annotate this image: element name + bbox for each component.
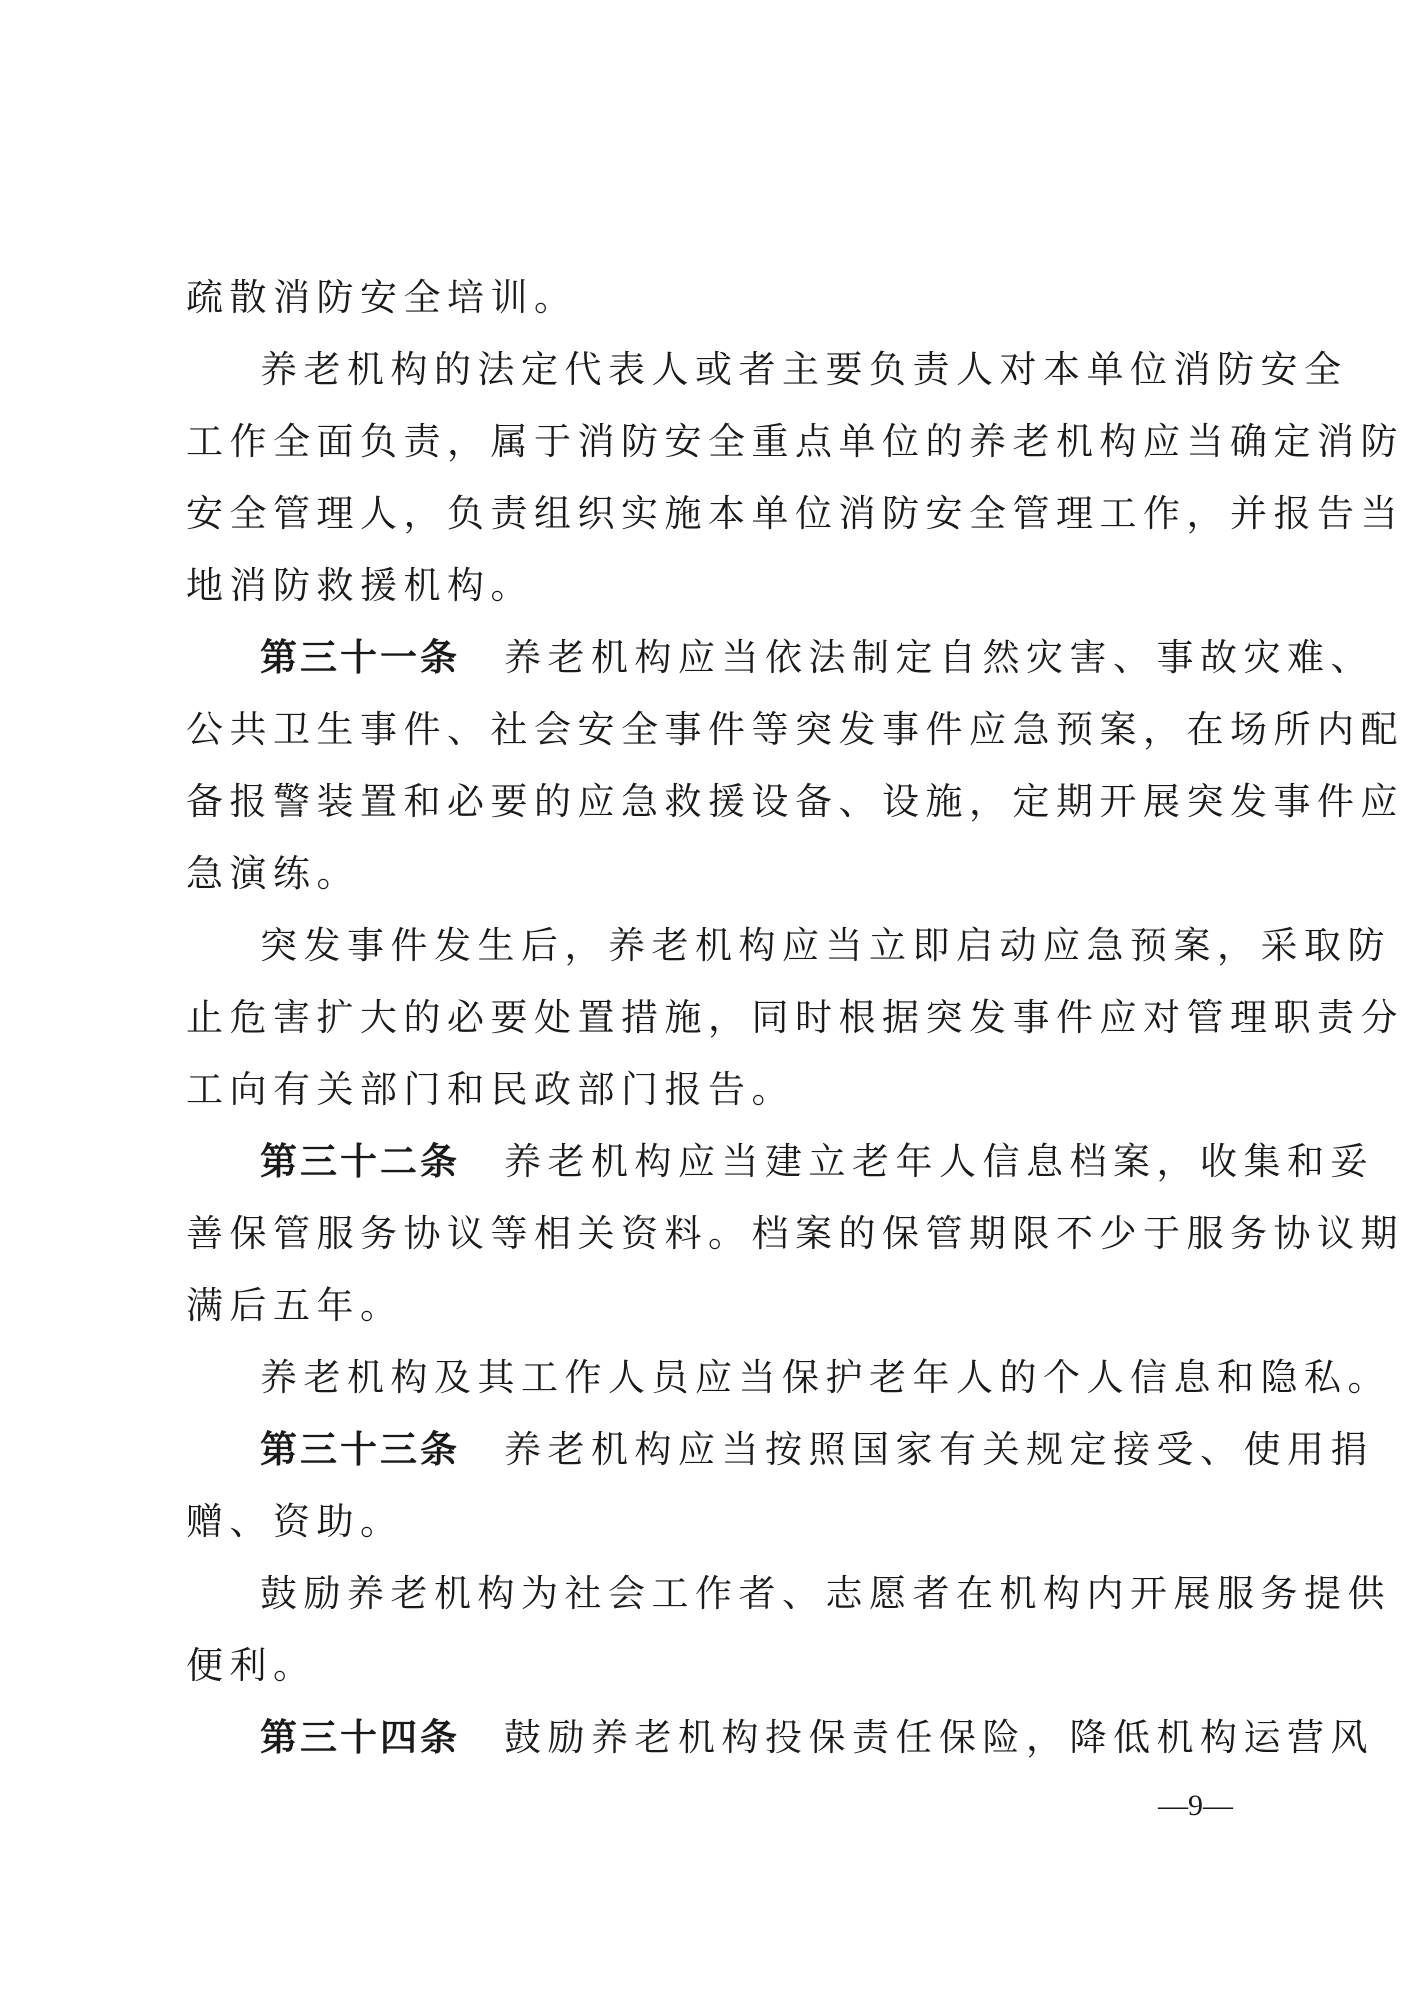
paragraph-line: 安全管理人，负责组织实施本单位消防安全管理工作，并报告当 [186,492,1404,535]
paragraph-line: 赠、资助。 [186,1500,404,1543]
article-label-32: 第三十二条 [260,1140,460,1183]
article-31-text: 养老机构应当依法制定自然灾害、事故灾难、 [504,636,1374,679]
document-body [186,262,1404,1774]
paragraph-line: 备报警装置和必要的应急救援设备、设施，定期开展突发事件应 [186,780,1404,823]
article-33-first-line [186,1414,1374,1486]
paragraph-line: 善保管服务协议等相关资料。档案的保管期限不少于服务协议期 [186,1212,1404,1255]
article-label-31: 第三十一条 [260,636,460,679]
article-34-text: 鼓励养老机构投保责任保险，降低机构运营风 [504,1716,1374,1759]
article-32-text: 养老机构应当建立老年人信息档案，收集和妥 [504,1140,1374,1183]
paragraph-line: 鼓励养老机构为社会工作者、志愿者在机构内开展服务提供 [260,1572,1391,1615]
paragraph-line: 突发事件发生后，养老机构应当立即启动应急预案，采取防 [260,924,1391,967]
article-label-33: 第三十三条 [260,1428,460,1471]
article-33-text: 养老机构应当按照国家有关规定接受、使用捐 [504,1428,1374,1471]
article-34-first-line [186,1702,1374,1774]
article-32-first-line [186,1126,1374,1198]
paragraph-line: 止危害扩大的必要处置措施，同时根据突发事件应对管理职责分 [186,996,1404,1039]
paragraph-line: 工向有关部门和民政部门报告。 [186,1068,795,1111]
paragraph-line: 满后五年。 [186,1284,404,1327]
paragraph-line: 疏散消防安全培训。 [186,276,578,319]
paragraph-line: 养老机构的法定代表人或者主要负责人对本单位消防安全 [260,348,1348,391]
article-label-34: 第三十四条 [260,1716,460,1759]
paragraph-line: 养老机构及其工作人员应当保护老年人的个人信息和隐私。 [260,1356,1391,1399]
page-number: —9— [1158,1789,1233,1822]
paragraph-line: 工作全面负责，属于消防安全重点单位的养老机构应当确定消防 [186,420,1404,463]
paragraph-line: 公共卫生事件、社会安全事件等突发事件应急预案，在场所内配 [186,708,1404,751]
paragraph-line: 急演练。 [186,852,360,895]
paragraph-line: 地消防救援机构。 [186,564,534,607]
paragraph-line: 便利。 [186,1644,317,1687]
article-31-first-line [186,622,1374,694]
